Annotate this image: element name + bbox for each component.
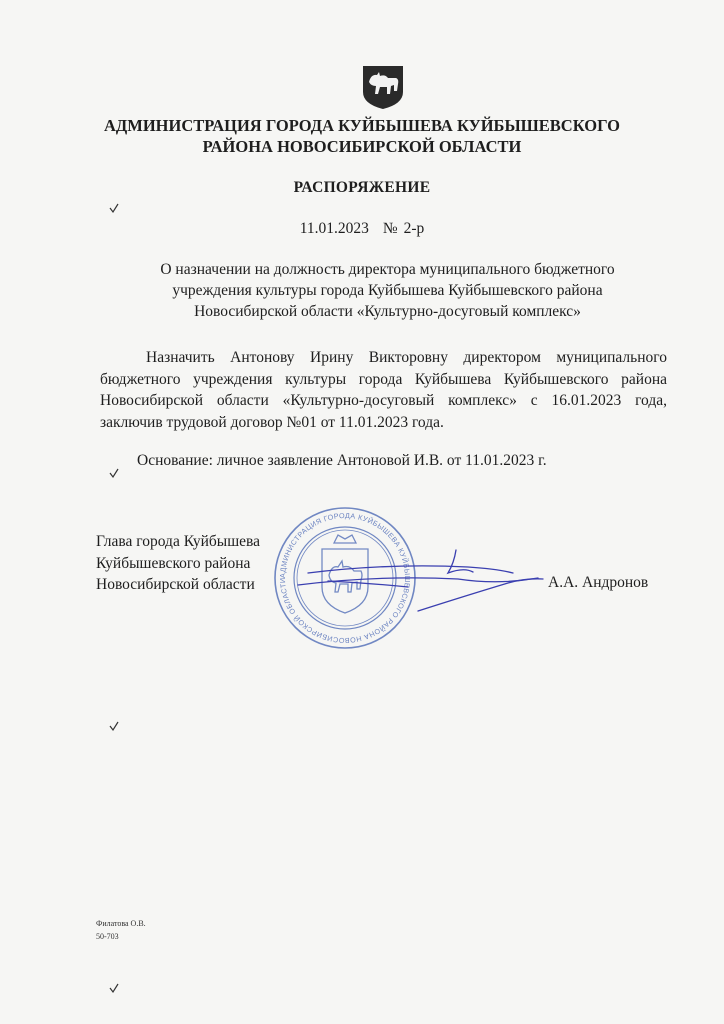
- basis-statement: Основание: личное заявление Антоновой И.В. от 11.01.2023 г.: [137, 452, 547, 469]
- scan-tick-mark: [108, 202, 120, 214]
- position-line: Куйбышевского района: [96, 554, 251, 572]
- signatory-name: А.А. Андронов: [548, 574, 649, 591]
- signatory-position: [96, 531, 260, 596]
- document-number: № 2-р: [382, 220, 425, 237]
- executor-name: Филатова О.В.: [96, 919, 146, 928]
- executor-phone: 50-703: [96, 932, 119, 941]
- subject-line: учреждения культуры города Куйбышева Куйбышевского района: [172, 282, 603, 299]
- organization-name-line-1: АДМИНИСТРАЦИЯ ГОРОДА КУЙБЫШЕВА КУЙБЫШЕВСКОГО: [103, 116, 621, 135]
- position-line: Новосибирской области: [96, 576, 255, 593]
- subject-line: О назначении на должность директора муниципального бюджетного: [160, 261, 615, 278]
- city-coat-of-arms-icon: [361, 64, 405, 110]
- scan-tick-mark: [108, 982, 120, 994]
- order-paragraph: Назначить Антонову Ирину Викторовну директором муниципального бюджетного учреждения культуры города Куйбышева Куйбышевского района Новосибирской области «Культурно-досуговый комплекс» с 16.01.2023 года, заключив трудовой договор №01 от 11.01.2023 года.: [100, 349, 667, 431]
- organization-name-line-2: РАЙОНА НОВОСИБИРСКОЙ ОБЛАСТИ: [202, 137, 522, 156]
- position-line: Глава города Куйбышева: [96, 533, 261, 550]
- scan-tick-mark: [108, 467, 120, 479]
- document-type-title: РАСПОРЯЖЕНИЕ: [293, 179, 431, 196]
- scan-tick-mark: [108, 720, 120, 732]
- seal-text: АДМИНИСТРАЦИЯ ГОРОДА КУЙБЫШЕВА КУЙБЫШЕВСКОГО РАЙОНА НОВОСИБИРСКОЙ ОБЛАСТИ: [277, 510, 413, 646]
- executor-info: [96, 917, 146, 943]
- document-date-number: [0, 220, 724, 238]
- handwritten-signature: [268, 545, 548, 615]
- document-date: 11.01.2023: [299, 220, 369, 237]
- subject-line: Новосибирской области «Культурно-досуговый комплекс»: [194, 303, 581, 320]
- document-subject: [100, 259, 675, 322]
